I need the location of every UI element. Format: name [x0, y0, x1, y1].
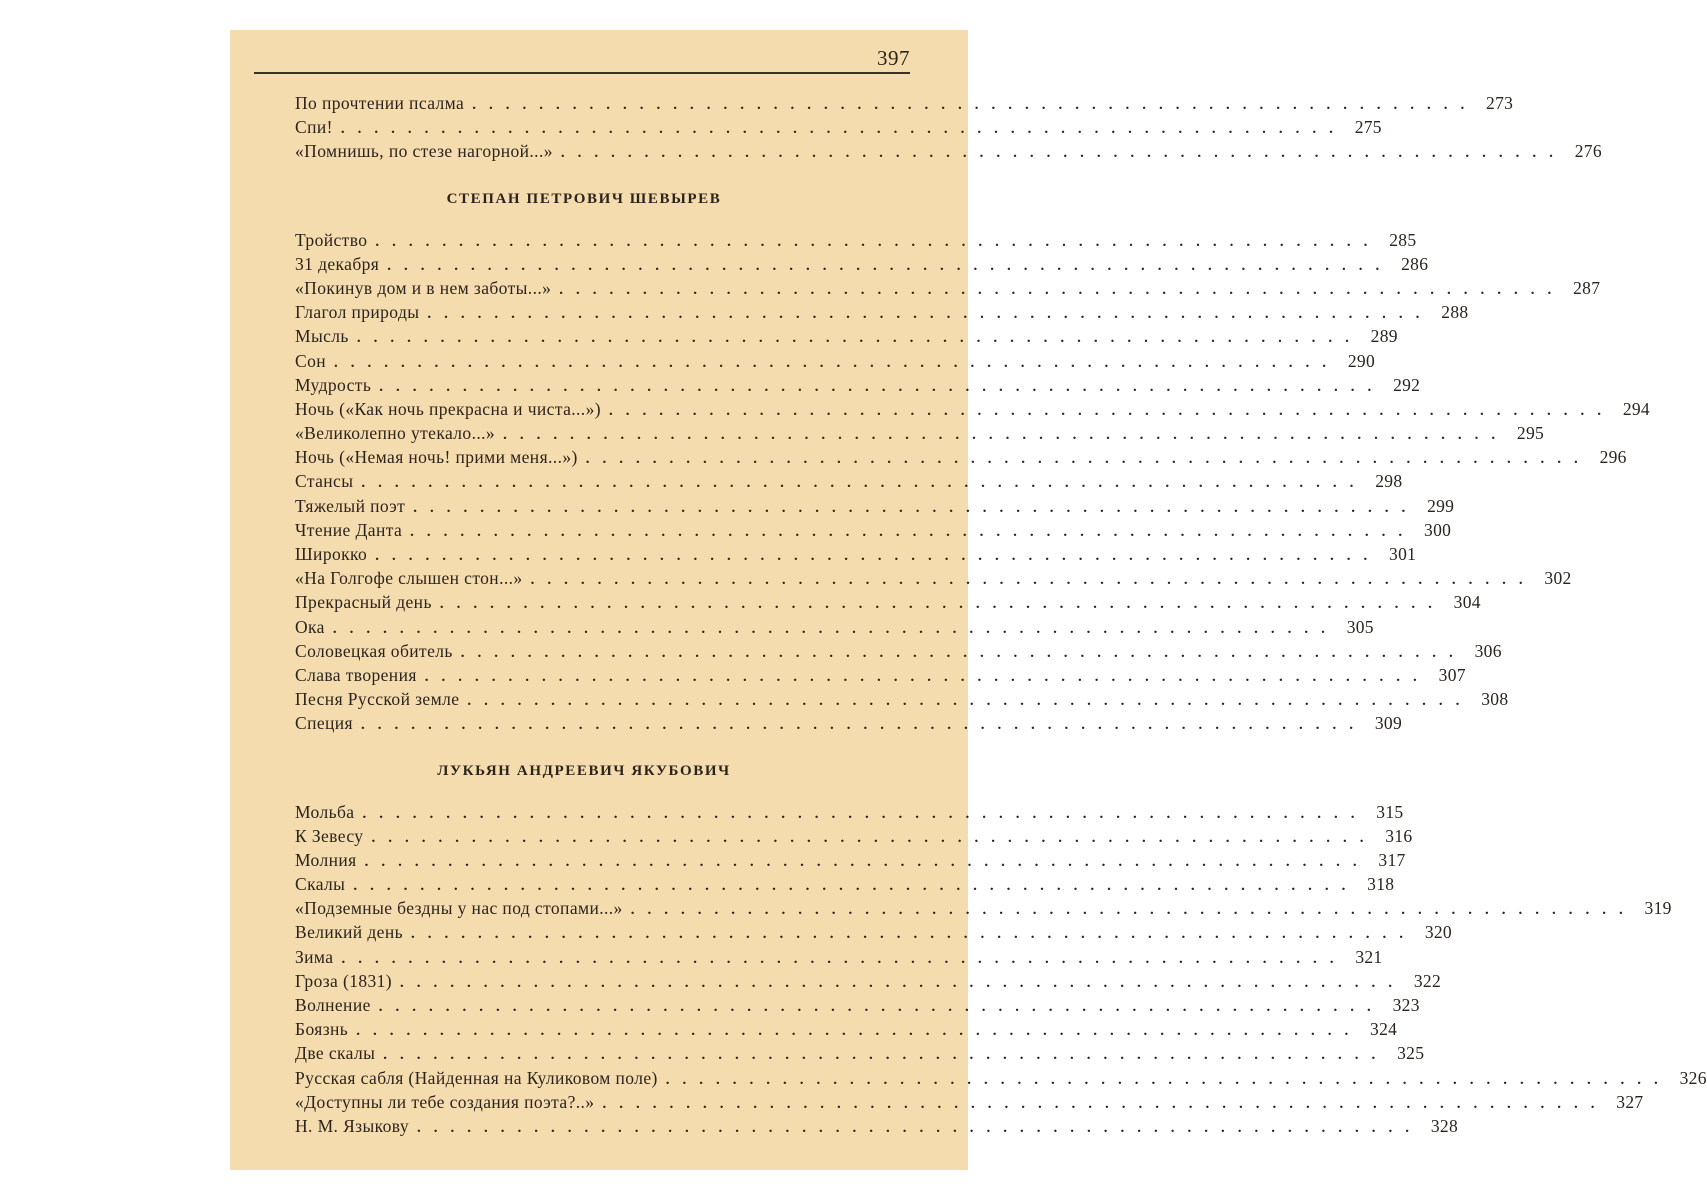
toc-entry [295, 639, 1502, 663]
toc-entry [295, 469, 1403, 493]
toc-entry-page: 318 [1367, 874, 1395, 895]
toc-entry [295, 228, 1417, 252]
toc-entry-page: 290 [1347, 350, 1375, 371]
toc-entry-title: Ока [295, 616, 325, 637]
toc-entry [295, 324, 1398, 348]
toc-entry [295, 993, 1420, 1017]
toc-entry [295, 421, 1545, 445]
toc-entry-title: «Доступны ли тебе создания поэта?..» [295, 1091, 595, 1112]
dot-leader: ............................................................ [559, 281, 1565, 298]
toc-entry-page: 295 [1516, 423, 1545, 444]
dot-leader: ............................................................ [410, 523, 1416, 540]
toc-entry-title: Ночь («Немая ночь! прими меня...») [295, 447, 578, 468]
toc-entry-title: Стансы [295, 471, 354, 492]
dot-leader: ............................................................ [356, 1023, 1362, 1040]
page-number: 397 [877, 46, 910, 70]
toc-entry-title: Волнение [295, 995, 371, 1015]
toc-entry [295, 445, 1627, 469]
table-of-contents [295, 91, 1707, 1138]
dot-leader: ............................................................ [371, 829, 1377, 846]
toc-entry-page: 317 [1378, 849, 1406, 870]
dot-leader: ............................................................ [356, 330, 1362, 347]
dot-leader: ............................................................ [334, 354, 1339, 371]
toc-entry-title: Скалы [295, 874, 346, 895]
toc-entry-page: 322 [1413, 970, 1442, 991]
dot-leader: ............................................................ [400, 974, 1406, 991]
toc-entry-title: Великий день [295, 922, 403, 943]
toc-entry [295, 1041, 1425, 1065]
dot-leader: ............................................................ [467, 693, 1473, 710]
toc-entry-title: Соловецкая обитель [295, 640, 453, 661]
toc-entry-title: Ночь («Как ночь прекрасна и чиста...») [295, 398, 601, 419]
author-heading: СТЕПАН ПЕТРОВИЧ ШЕВЫРЕВ [446, 190, 722, 207]
toc-entry [295, 397, 1650, 421]
toc-entry-page: 302 [1544, 568, 1572, 589]
toc-entry [295, 969, 1442, 993]
toc-entry-page: 288 [1441, 302, 1469, 323]
toc-entry-page: 305 [1346, 616, 1374, 637]
toc-entry-title: Прекрасный день [295, 592, 432, 613]
toc-entry [295, 872, 1395, 896]
toc-entry-title: Тяжелый поэт [295, 495, 406, 516]
dot-leader: ............................................................ [460, 644, 1466, 661]
toc-entry-title: Сон [295, 350, 326, 371]
dot-leader: ............................................................ [560, 145, 1566, 162]
dot-leader: ............................................................ [427, 306, 1433, 323]
toc-entry [295, 920, 1452, 944]
dot-leader: ............................................................ [332, 620, 1338, 637]
toc-entry [295, 566, 1572, 590]
dot-leader: ............................................................ [378, 999, 1384, 1015]
toc-entry-page: 316 [1385, 825, 1413, 846]
toc-entry [295, 896, 1672, 920]
dot-leader: ............................................................ [503, 427, 1509, 444]
toc-entry [295, 115, 1382, 139]
toc-entry-page: 298 [1375, 471, 1403, 492]
toc-entry-page: 327 [1616, 1091, 1644, 1112]
dot-leader: ............................................................ [387, 257, 1393, 274]
toc-entry [295, 91, 1514, 115]
toc-entry-title: Глагол природы [295, 302, 420, 323]
dot-leader: ............................................................ [410, 926, 1416, 943]
toc-section [295, 228, 1650, 736]
author-heading: ЛУКЬЯН АНДРЕЕВИЧ ЯКУБОВИЧ [437, 762, 731, 779]
toc-entry-title: Молния [295, 849, 357, 870]
toc-entry-title: Мольба [295, 801, 355, 822]
toc-entry [295, 945, 1383, 969]
toc-entry-title: Специя [295, 713, 353, 734]
toc-entry-page: 321 [1355, 946, 1383, 967]
toc-entry-title: Русская сабля (Найденная на Куликовом поле) [295, 1067, 658, 1088]
toc-entry-page: 328 [1430, 1115, 1459, 1136]
toc-entry-page: 273 [1486, 93, 1514, 113]
toc-entry-page: 301 [1389, 544, 1417, 564]
toc-entry-page: 324 [1370, 1019, 1398, 1040]
toc-entry-title: «На Голгофе слышен стон...» [295, 568, 523, 589]
dot-leader: ............................................................ [413, 499, 1419, 516]
toc-entry-title: Спи! [295, 117, 333, 138]
toc-entry-title: Две скалы [295, 1043, 376, 1064]
toc-entry [295, 252, 1429, 276]
dot-leader: ............................................................ [439, 596, 1445, 613]
toc-entry-title: Гроза (1831) [295, 970, 393, 991]
toc-entry-title: «Покинув дом и в нем заботы...» [295, 277, 552, 298]
toc-entry-page: 323 [1392, 995, 1420, 1015]
toc-entry [295, 590, 1481, 614]
book-page [230, 30, 1707, 1170]
toc-entry-title: 31 декабря [295, 253, 380, 274]
toc-entry-page: 299 [1427, 495, 1455, 516]
dot-leader: ............................................................ [585, 451, 1591, 468]
toc-entry-page: 306 [1474, 640, 1502, 661]
toc-entry-title: Боязнь [295, 1019, 349, 1040]
toc-entry-page: 308 [1481, 689, 1509, 710]
toc-entry-title: Песня Русской земле [295, 689, 460, 710]
toc-entry [295, 349, 1375, 373]
dot-leader: ............................................................ [375, 233, 1381, 250]
toc-entry [295, 518, 1452, 542]
toc-entry-page: 296 [1599, 447, 1627, 468]
toc-entry-title: Широкко [295, 544, 368, 564]
toc-entry-title: Зима [295, 946, 334, 967]
toc-entry [295, 276, 1601, 300]
toc-entry-page: 319 [1644, 898, 1672, 919]
toc-entry-title: «Великолепно утекало...» [295, 423, 496, 444]
toc-entry-page: 307 [1438, 664, 1466, 685]
toc-entry-page: 325 [1397, 1043, 1425, 1064]
toc-entry-page: 326 [1679, 1067, 1707, 1088]
toc-entry [295, 542, 1417, 566]
dot-leader: ............................................................ [630, 902, 1636, 919]
toc-entry [295, 848, 1406, 872]
toc-entry-page: 309 [1374, 713, 1402, 734]
dot-leader: ............................................................ [364, 853, 1370, 870]
toc-entry [295, 1090, 1644, 1114]
dot-leader: ............................................................ [379, 378, 1385, 395]
toc-entry-title: Н. М. Языкову [295, 1115, 410, 1136]
toc-entry [295, 139, 1602, 163]
dot-leader: ............................................................ [417, 1119, 1423, 1136]
dot-leader: ............................................................ [665, 1071, 1671, 1088]
dot-leader: ............................................................ [472, 97, 1478, 113]
toc-entry-page: 287 [1573, 277, 1601, 298]
dot-leader: ............................................................ [602, 1095, 1608, 1112]
toc-entry-page: 320 [1424, 922, 1452, 943]
toc-section [295, 800, 1707, 1139]
dot-leader: ............................................................ [341, 950, 1347, 967]
toc-entry-page: 276 [1574, 141, 1602, 162]
toc-entry [295, 800, 1404, 824]
toc-entry-title: По прочтении псалма [295, 93, 465, 113]
toc-entry [295, 373, 1421, 397]
dot-leader: ............................................................ [530, 572, 1536, 589]
header-rule [254, 72, 910, 74]
toc-entry-title: Тройство [295, 229, 368, 250]
toc-entry-title: «Подземные бездны у нас под стопами...» [295, 898, 623, 919]
toc-entry-page: 294 [1622, 398, 1650, 419]
toc-entry [295, 1114, 1459, 1138]
toc-entry-page: 300 [1424, 519, 1452, 540]
toc-entry [295, 494, 1455, 518]
toc-entry [295, 1017, 1398, 1041]
dot-leader: ............................................................ [362, 805, 1368, 822]
toc-entry-title: К Зевесу [295, 825, 364, 846]
toc-entry [295, 1066, 1707, 1090]
dot-leader: ............................................................ [424, 668, 1430, 685]
toc-section [295, 91, 1602, 164]
toc-entry-page: 292 [1393, 374, 1421, 395]
toc-entry [295, 615, 1374, 639]
toc-entry [295, 824, 1413, 848]
toc-entry-title: Чтение Данта [295, 519, 403, 540]
dot-leader: ............................................................ [608, 402, 1614, 419]
toc-entry [295, 300, 1469, 324]
toc-entry-page: 286 [1401, 253, 1429, 274]
dot-leader: ............................................................ [353, 878, 1359, 895]
toc-entry-page: 285 [1389, 229, 1417, 250]
toc-entry-page: 275 [1354, 117, 1382, 138]
dot-leader: ............................................................ [340, 121, 1346, 138]
toc-entry-page: 289 [1370, 326, 1398, 347]
toc-entry [295, 687, 1509, 711]
toc-entry-title: «Помнишь, по стезе нагорной...» [295, 141, 553, 162]
toc-entry-title: Мудрость [295, 374, 372, 395]
dot-leader: ............................................................ [361, 475, 1367, 492]
dot-leader: ............................................................ [383, 1047, 1389, 1064]
toc-entry-title: Слава творения [295, 664, 417, 685]
toc-entry [295, 663, 1466, 687]
toc-entry-page: 304 [1453, 592, 1481, 613]
dot-leader: ............................................................ [375, 548, 1381, 564]
toc-entry [295, 711, 1402, 735]
toc-entry-title: Мысль [295, 326, 349, 347]
dot-leader: ............................................................ [361, 717, 1366, 734]
toc-entry-page: 315 [1376, 801, 1404, 822]
